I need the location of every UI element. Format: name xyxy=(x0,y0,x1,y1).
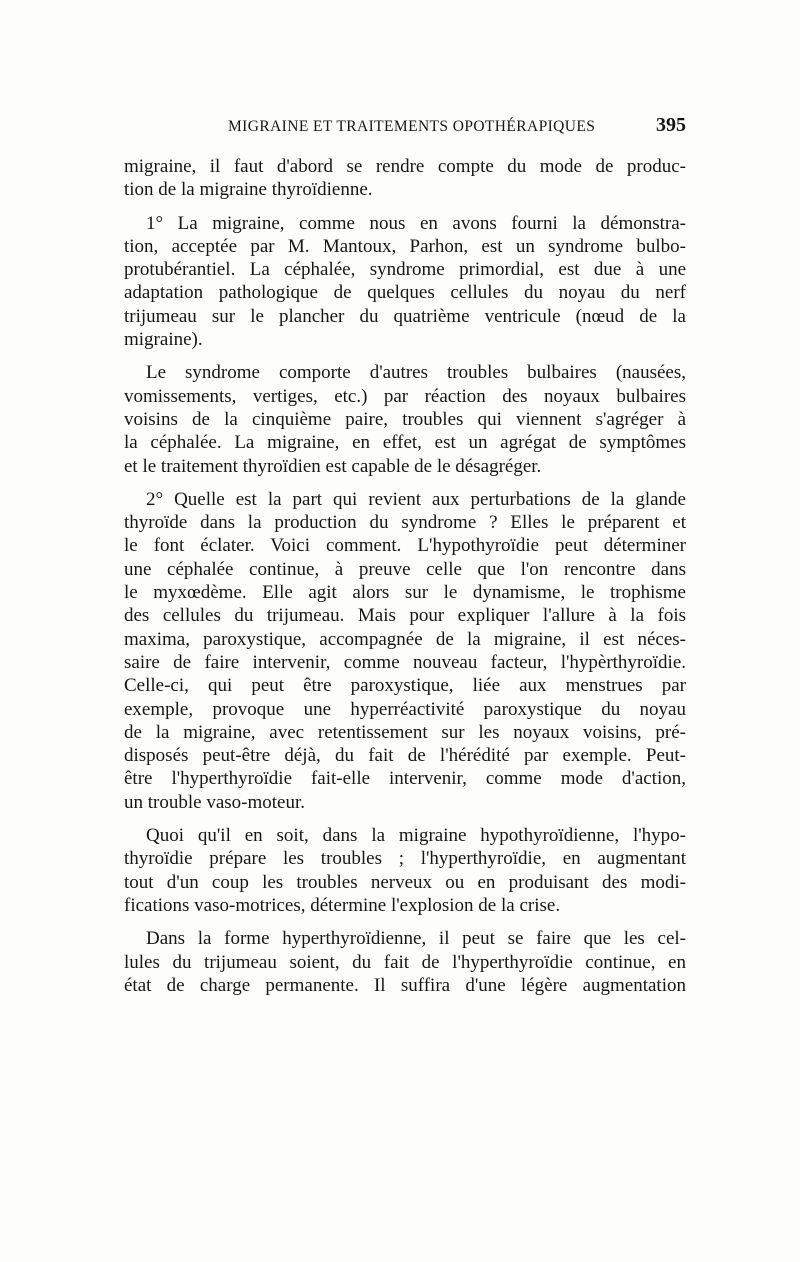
text-line: vomissements, vertiges, etc.) par réaction des noyaux bulbaires xyxy=(124,385,686,407)
page-number: 395 xyxy=(656,114,686,136)
text-line: Le syndrome comporte d'autres troubles bulbaires (nausées, xyxy=(146,362,686,384)
text-line: Dans la forme hyperthyroïdienne, il peut se faire que les cel- xyxy=(146,928,686,950)
text-line: le myxœdème. Elle agit alors sur le dynamisme, le trophisme xyxy=(124,582,686,604)
text-line: thyroïdie prépare les troubles ; l'hyperthyroïdie, en augmentant xyxy=(124,848,686,870)
text-line: migraine, il faut d'abord se rendre compte du mode de produc- xyxy=(124,156,686,177)
text-line: une céphalée continue, à preuve celle que l'on rencontre dans xyxy=(124,558,686,580)
text-line: lules du trijumeau soient, du fait de l'hyperthyroïdie continue, en xyxy=(124,951,686,973)
text-line: tion, acceptée par M. Mantoux, Parhon, est un syndrome bulbo- xyxy=(124,235,686,257)
text-line: exemple, provoque une hyperréactivité paroxystique du noyau xyxy=(124,698,686,720)
text-line: tout d'un coup les troubles nerveux ou en produisant des modi- xyxy=(124,871,686,893)
text-line: Quoi qu'il en soit, dans la migraine hypothyroïdienne, l'hypo- xyxy=(146,825,686,847)
text-line: Celle-ci, qui peut être paroxystique, liée aux menstrues par xyxy=(124,675,686,697)
text-line: thyroïde dans la production du syndrome ? Elles le préparent et xyxy=(124,512,686,534)
text-line: être l'hyperthyroïdie fait-elle intervenir, comme mode d'action, xyxy=(124,768,686,790)
text-line: migraine). xyxy=(124,329,203,351)
text-line: un trouble vaso-moteur. xyxy=(124,791,305,813)
text-line: protubérantiel. La céphalée, syndrome primordial, est due à une xyxy=(124,259,686,281)
page-header xyxy=(124,113,686,143)
text-line: et le traitement thyroïdien est capable de le désagréger. xyxy=(124,455,542,477)
text-line: trijumeau sur le plancher du quatrième ventricule (nœud de la xyxy=(124,305,686,327)
text-line: fications vaso-motrices, détermine l'explosion de la crise. xyxy=(124,894,561,916)
text-line: 1° La migraine, comme nous en avons fourni la démonstra- xyxy=(146,212,686,234)
text-line: 2° Quelle est la part qui revient aux perturbations de la glande xyxy=(146,488,686,510)
text-line: des cellules du trijumeau. Mais pour expliquer l'allure à la fois xyxy=(124,605,686,627)
text-line: adaptation pathologique de quelques cellules du noyau du nerf xyxy=(124,282,686,304)
text-line: la céphalée. La migraine, en effet, est un agrégat de symptômes xyxy=(124,432,686,454)
text-line: maxima, paroxystique, accompagnée de la migraine, il est néces- xyxy=(124,628,686,650)
text-line: état de charge permanente. Il suffira d'une légère augmentation xyxy=(124,974,686,996)
text-line: de la migraine, avec retentissement sur les noyaux voisins, pré- xyxy=(124,721,686,743)
text-line: voisins de la cinquième paire, troubles qui viennent s'agréger à xyxy=(124,408,686,430)
text-line: le font éclater. Voici comment. L'hypothyroïdie peut déterminer xyxy=(124,535,686,557)
text-line: disposés peut-être déjà, du fait de l'hérédité par exemple. Peut- xyxy=(124,745,686,767)
text-line: saire de faire intervenir, comme nouveau facteur, l'hypèrthyroïdie. xyxy=(124,651,686,673)
body-text xyxy=(124,155,686,997)
text-line: tion de la migraine thyroïdienne. xyxy=(124,179,373,201)
running-head: MIGRAINE ET TRAITEMENTS OPOTHÉRAPIQUES xyxy=(228,118,596,135)
